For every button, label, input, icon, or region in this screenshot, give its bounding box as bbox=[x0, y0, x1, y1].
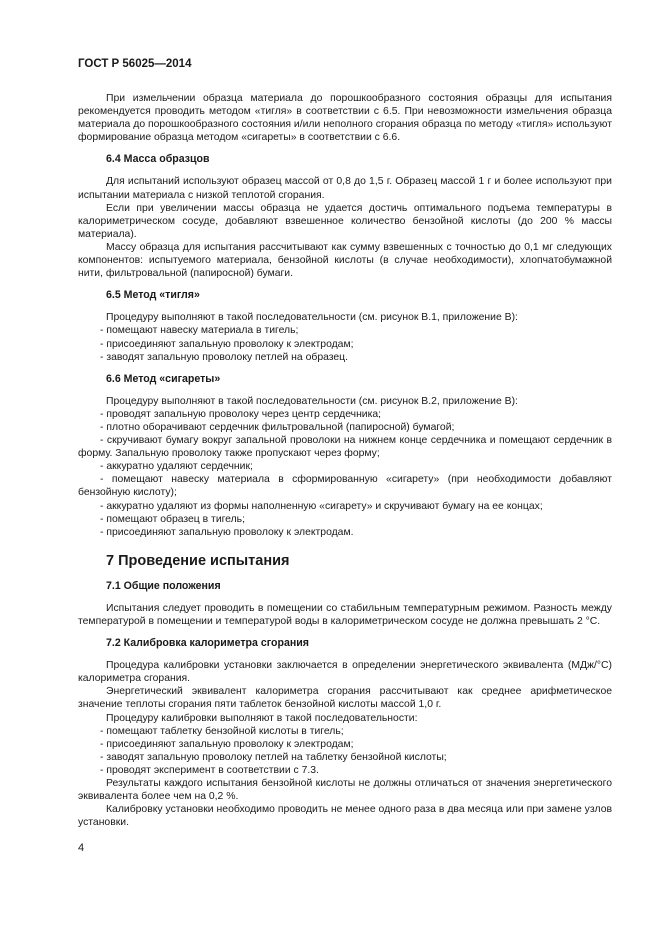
section-6-4-title: 6.4 Масса образцов bbox=[106, 153, 210, 166]
list-item: - скручивают бумагу вокруг запальной проволоки на нижнем конце сердечника и помещают сердечник в форму. Запальную проволоку также пропускают через форму; bbox=[78, 435, 612, 460]
list-item: - плотно оборачивают сердечник фильтровальной (папиросной) бумагой; bbox=[100, 421, 455, 433]
paragraph: Процедуру выполняют в такой последовательности (см. рисунок В.2, приложение В): bbox=[106, 395, 518, 407]
list-item: - помещают образец в тигель; bbox=[100, 513, 245, 525]
paragraph: Для испытаний используют образец массой от 0,8 до 1,5 г. Образец массой 1 г и более используют при испытании материала с низкой теплотой сгорания. bbox=[78, 176, 612, 201]
list-item: - помещают таблетку бензойной кислоты в тигель; bbox=[100, 725, 344, 737]
paragraph: Процедуру выполняют в такой последовательности (см. рисунок В.1, приложение В): bbox=[106, 312, 518, 324]
list-item: - заводят запальную проволоку петлей на образец. bbox=[100, 351, 349, 363]
paragraph: Процедура калибровки установки заключается в определении энергетического эквивалента (МДж/°С) калориметра сгорания. bbox=[78, 660, 612, 685]
section-6-6-title: 6.6 Метод «сигареты» bbox=[106, 372, 221, 385]
list-item: - помещают навеску материала в тигель; bbox=[100, 325, 299, 337]
page-number: 4 bbox=[78, 842, 85, 854]
list-item: - присоединяют запальную проволоку к электродам; bbox=[100, 338, 354, 350]
section-7-title: 7 Проведение испытания bbox=[106, 552, 290, 569]
section-7-2-title: 7.2 Калибровка калориметра сгорания bbox=[106, 637, 309, 650]
document-code: ГОСТ Р 56025—2014 bbox=[78, 58, 192, 70]
paragraph: Массу образца для испытания рассчитывают как сумму взвешенных с точностью до 0,1 мг следующих компонентов: испытуемого материала, бензойной кислоты (в случае необходимости), хлопчатобумажной нити, фильтровальной (папиросной) бумаги. bbox=[78, 241, 612, 280]
document-body bbox=[78, 92, 612, 829]
paragraph: Если при увеличении массы образца не удается достичь оптимального подъема температуры в калориметрическом сосуде, добавляют взвешенное количество бензойной кислоты (до 200 % массы материала). bbox=[78, 202, 612, 240]
paragraph: Результаты каждого испытания бензойной кислоты не должны отличаться от значения энергетического эквивалента более чем на 0,2 %. bbox=[78, 778, 612, 803]
list-item: - присоединяют запальную проволоку к электродам; bbox=[100, 738, 354, 750]
list-item: - проводят эксперимент в соответствии с 7.3. bbox=[100, 764, 319, 776]
list-item: - присоединяют запальную проволоку к электродам. bbox=[100, 526, 354, 538]
intro-paragraph: При измельчении образца материала до порошкообразного состояния образцы для испытания рекомендуется проводить методом «тигля» в соответствии с 6.5. При невозможности измельчения образца материала до порошкообразного состояния и/или неполного сгорания образца по методу «тигля» используют формирование образца методом «сигареты» в соответствии с 6.6. bbox=[78, 93, 612, 144]
section-6-5-title: 6.5 Метод «тигля» bbox=[106, 289, 200, 302]
section-7-1-title: 7.1 Общие положения bbox=[106, 579, 221, 592]
paragraph: Испытания следует проводить в помещении со стабильным температурным режимом. Разность между температурой в помещении и температурой воды в калориметрическом сосуде не должна превышать 2 °С. bbox=[78, 602, 612, 627]
paragraph: Процедуру калибровки выполняют в такой последовательности: bbox=[106, 712, 418, 724]
paragraph: Калибровку установки необходимо проводить не менее одного раза в два месяца или при замене узлов установки. bbox=[78, 804, 612, 829]
list-item: - аккуратно удаляют из формы наполненную «сигарету» и скручивают бумагу на ее концах; bbox=[100, 500, 543, 512]
list-item: - заводят запальную проволоку петлей на таблетку бензойной кислоты; bbox=[100, 751, 447, 763]
list-item: - помещают навеску материала в сформированную «сигарету» (при необходимости добавляют бензойную кислоту); bbox=[78, 474, 612, 499]
paragraph: Энергетический эквивалент калориметра сгорания рассчитывают как среднее арифметическое значение теплоты сгорания пяти таблеток бензойной кислоты массой 1,0 г. bbox=[78, 686, 612, 711]
list-item: - проводят запальную проволоку через центр сердечника; bbox=[100, 408, 382, 420]
list-item: - аккуратно удаляют сердечник; bbox=[100, 461, 253, 473]
